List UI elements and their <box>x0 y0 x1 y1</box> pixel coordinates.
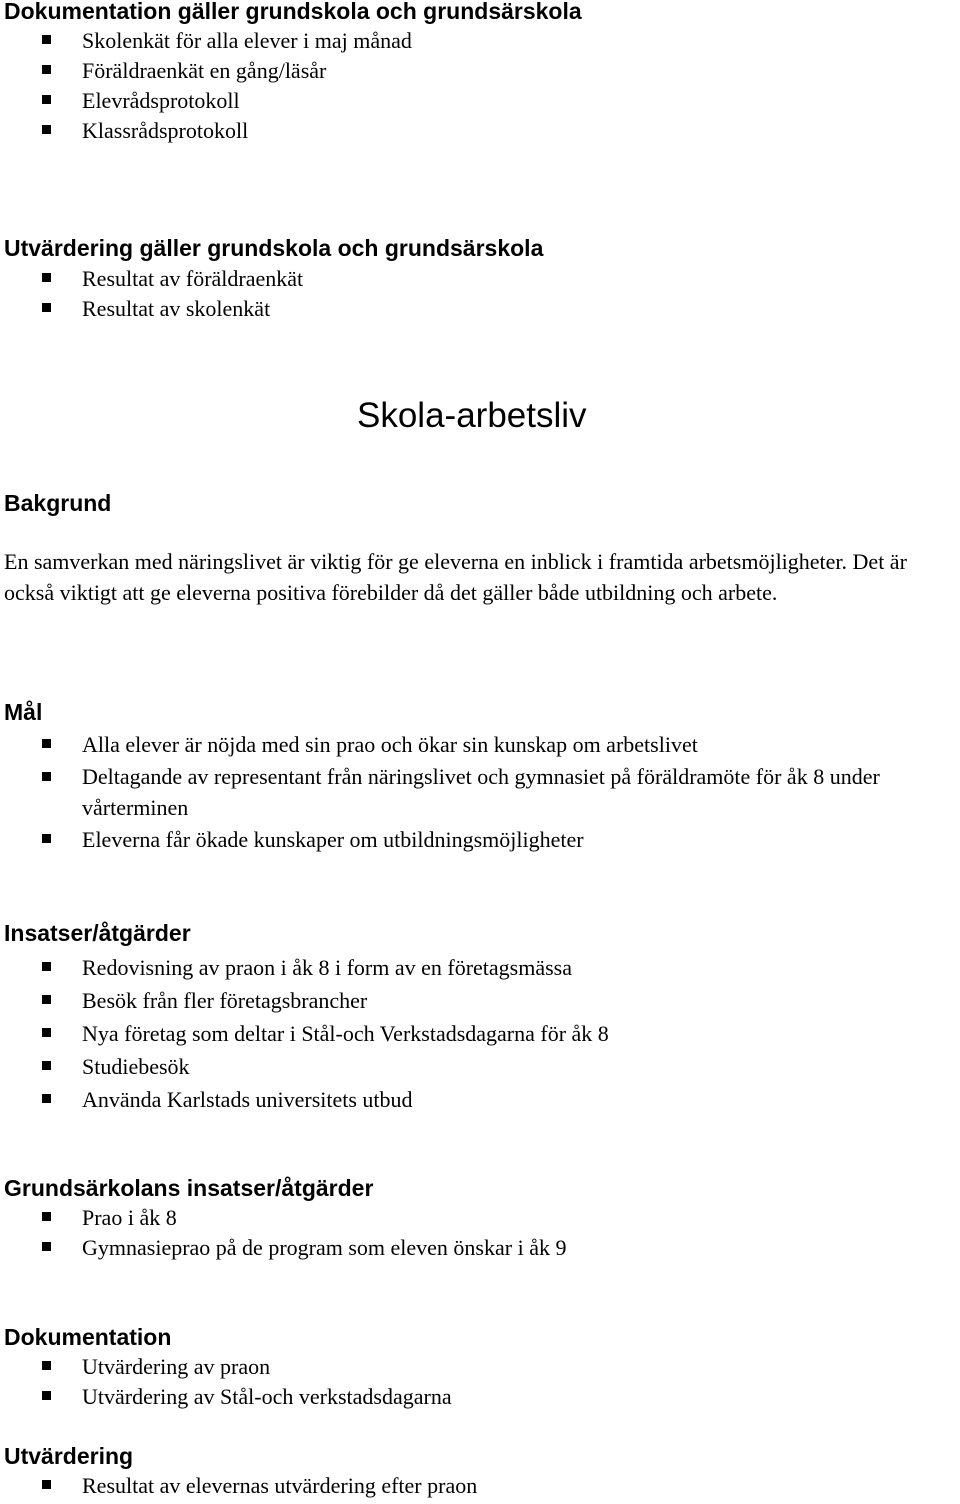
list-item: Resultat av skolenkät <box>0 294 303 324</box>
bullet-icon <box>42 1361 51 1370</box>
insatser-list <box>0 951 609 1116</box>
list-item: Besök från fler företagsbrancher <box>0 984 609 1017</box>
list-item: Resultat av föräldraenkät <box>0 264 303 294</box>
bullet-icon <box>42 1028 51 1037</box>
list-item: Utvärdering av Stål-och verkstadsdagarna <box>0 1382 452 1412</box>
bullet-icon <box>42 739 51 748</box>
list-item: Föräldraenkät en gång/läsår <box>0 56 412 86</box>
list-item: Eleverna får ökade kunskaper om utbildningsmöjligheter <box>0 823 958 856</box>
section-heading-dokumentation: Dokumentation <box>4 1324 172 1350</box>
bullet-icon <box>42 995 51 1004</box>
bullet-icon <box>42 1094 51 1103</box>
list-item: Alla elever är nöjda med sin prao och ökar sin kunskap om arbetslivet <box>0 728 958 761</box>
section-heading-utvardering-grundskola: Utvärdering gäller grundskola och grundsärskola <box>4 235 544 261</box>
list-item: Resultat av elevernas utvärdering efter praon <box>0 1471 477 1501</box>
section-heading-grundsarskola: Grundsärkolans insatser/åtgärder <box>4 1175 374 1201</box>
bullet-icon <box>42 1212 51 1221</box>
page-title: Skola-arbetsliv <box>357 396 587 435</box>
bullet-icon <box>42 303 51 312</box>
list-item: Gymnasieprao på de program som eleven önskar i åk 9 <box>0 1233 566 1263</box>
section-heading-mal: Mål <box>4 699 43 725</box>
section-heading-utvardering: Utvärdering <box>4 1443 134 1469</box>
section-heading-bakgrund: Bakgrund <box>4 490 112 516</box>
list-item: Deltagande av representant från näringslivet och gymnasiet på föräldramöte för åk 8 under vårterminen <box>0 761 958 823</box>
bullet-icon <box>42 65 51 74</box>
section-heading-insatser: Insatser/åtgärder <box>4 920 191 946</box>
bullet-icon <box>42 273 51 282</box>
bullet-icon <box>42 772 51 781</box>
list-item: Prao i åk 8 <box>0 1203 566 1233</box>
bullet-icon <box>42 834 51 843</box>
list-item: Använda Karlstads universitets utbud <box>0 1083 609 1116</box>
list-item: Klassrådsprotokoll <box>0 116 412 146</box>
list-item: Nya företag som deltar i Stål-och Verkstadsdagarna för åk 8 <box>0 1017 609 1050</box>
utvardering-list <box>0 1471 477 1501</box>
bullet-icon <box>42 1061 51 1070</box>
utvardering-grundskola-list <box>0 264 303 324</box>
bullet-icon <box>42 1242 51 1251</box>
list-item: Utvärdering av praon <box>0 1352 452 1382</box>
list-item: Elevrådsprotokoll <box>0 86 412 116</box>
bullet-icon <box>42 125 51 134</box>
section-heading-dokumentation-grundskola: Dokumentation gäller grundskola och grundsärskola <box>4 0 582 24</box>
mal-list <box>0 728 958 856</box>
list-item: Studiebesök <box>0 1050 609 1083</box>
grundsarskola-list <box>0 1203 566 1263</box>
bullet-icon <box>42 1391 51 1400</box>
bullet-icon <box>42 1480 51 1489</box>
list-item: Redovisning av praon i åk 8 i form av en företagsmässa <box>0 951 609 984</box>
bullet-icon <box>42 35 51 44</box>
bullet-icon <box>42 95 51 104</box>
dokumentation-grundskola-list <box>0 26 412 146</box>
bakgrund-paragraph: En samverkan med näringslivet är viktig för ge eleverna en inblick i framtida arbetsmöjligheter. Det är också viktigt att ge eleverna positiva förebilder då det gäller både utbildning och arbete. <box>4 549 907 605</box>
dokumentation-list <box>0 1352 452 1412</box>
list-item: Skolenkät för alla elever i maj månad <box>0 26 412 56</box>
bullet-icon <box>42 962 51 971</box>
